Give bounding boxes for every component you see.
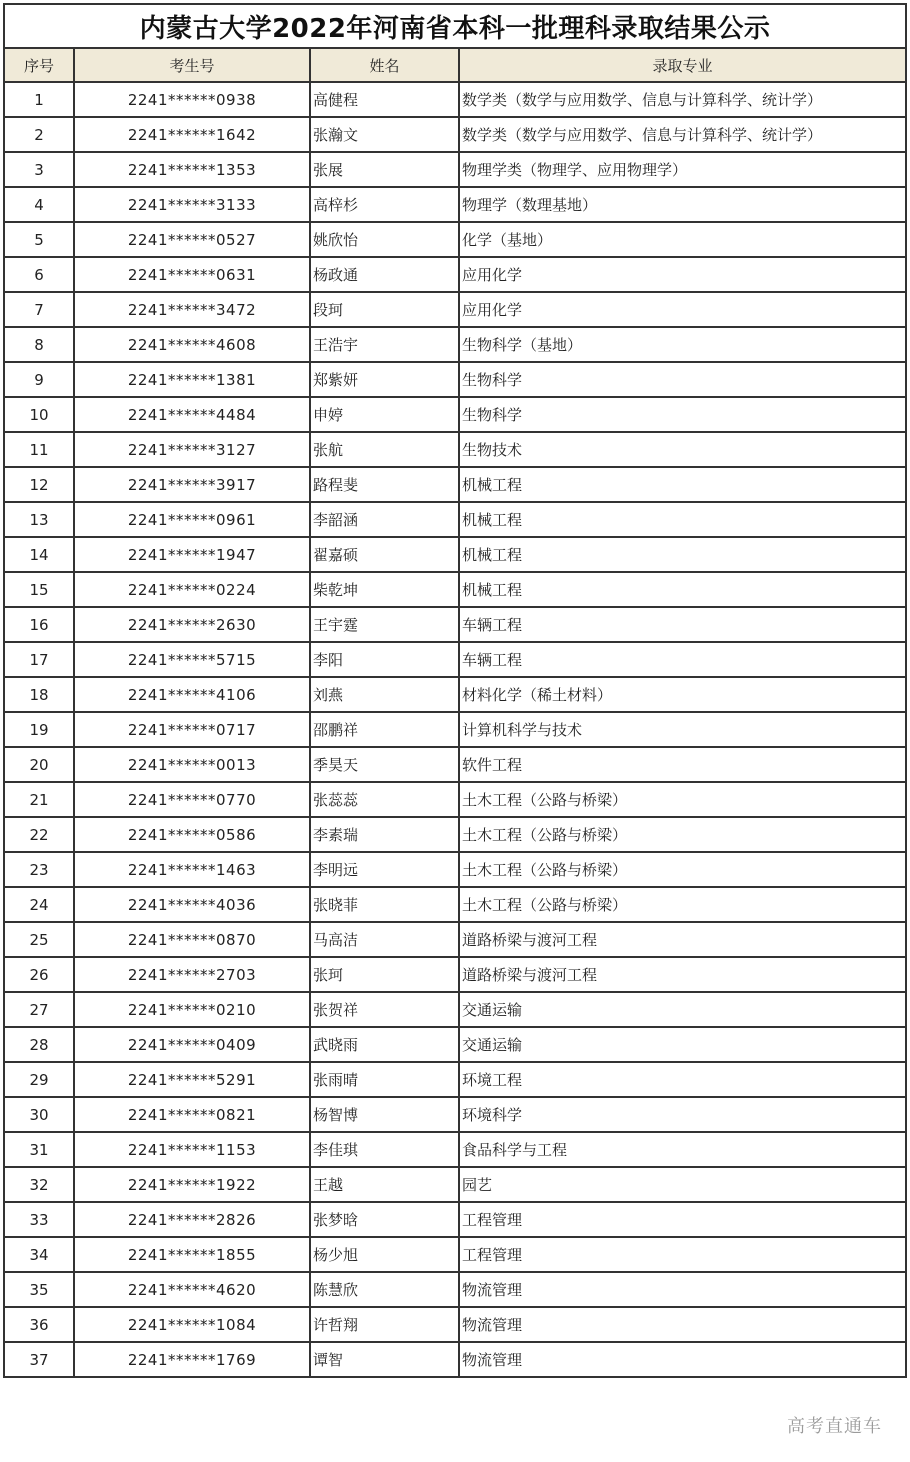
cell-exam-id: 2241******4036 xyxy=(74,887,310,922)
cell-no: 34 xyxy=(4,1237,74,1272)
cell-exam-id: 2241******1947 xyxy=(74,537,310,572)
cell-name: 翟嘉硕 xyxy=(310,537,459,572)
cell-name: 张蕊蕊 xyxy=(310,782,459,817)
cell-major: 交通运输 xyxy=(459,1027,906,1062)
cell-exam-id: 2241******1642 xyxy=(74,117,310,152)
admission-table xyxy=(3,3,907,1378)
cell-no: 21 xyxy=(4,782,74,817)
cell-name: 张珂 xyxy=(310,957,459,992)
table-row xyxy=(4,1272,906,1307)
cell-major: 交通运输 xyxy=(459,992,906,1027)
table-row xyxy=(4,1027,906,1062)
table-row xyxy=(4,957,906,992)
cell-no: 4 xyxy=(4,187,74,222)
table-row xyxy=(4,537,906,572)
cell-name: 张晓菲 xyxy=(310,887,459,922)
cell-name: 王越 xyxy=(310,1167,459,1202)
cell-no: 24 xyxy=(4,887,74,922)
cell-major: 土木工程（公路与桥梁） xyxy=(459,782,906,817)
cell-major: 数学类（数学与应用数学、信息与计算科学、统计学） xyxy=(459,117,906,152)
cell-name: 路程斐 xyxy=(310,467,459,502)
cell-name: 张航 xyxy=(310,432,459,467)
column-header-no: 序号 xyxy=(4,48,74,82)
cell-name: 王宇霆 xyxy=(310,607,459,642)
table-row xyxy=(4,222,906,257)
cell-no: 11 xyxy=(4,432,74,467)
table-row xyxy=(4,887,906,922)
cell-major: 软件工程 xyxy=(459,747,906,782)
table-row xyxy=(4,467,906,502)
cell-major: 生物科学 xyxy=(459,362,906,397)
table-row xyxy=(4,1307,906,1342)
cell-exam-id: 2241******5291 xyxy=(74,1062,310,1097)
cell-no: 18 xyxy=(4,677,74,712)
column-header-exam-id: 考生号 xyxy=(74,48,310,82)
cell-exam-id: 2241******4608 xyxy=(74,327,310,362)
cell-exam-id: 2241******0586 xyxy=(74,817,310,852)
cell-exam-id: 2241******0870 xyxy=(74,922,310,957)
cell-major: 土木工程（公路与桥梁） xyxy=(459,887,906,922)
table-row xyxy=(4,1237,906,1272)
cell-no: 19 xyxy=(4,712,74,747)
table-row xyxy=(4,292,906,327)
cell-major: 应用化学 xyxy=(459,257,906,292)
cell-major: 土木工程（公路与桥梁） xyxy=(459,817,906,852)
cell-major: 生物技术 xyxy=(459,432,906,467)
cell-exam-id: 2241******1922 xyxy=(74,1167,310,1202)
cell-no: 16 xyxy=(4,607,74,642)
cell-exam-id: 2241******1855 xyxy=(74,1237,310,1272)
cell-no: 12 xyxy=(4,467,74,502)
table-row xyxy=(4,922,906,957)
cell-exam-id: 2241******1463 xyxy=(74,852,310,887)
cell-exam-id: 2241******4484 xyxy=(74,397,310,432)
cell-exam-id: 2241******0821 xyxy=(74,1097,310,1132)
page-title: 内蒙古大学2022年河南省本科一批理科录取结果公示 xyxy=(4,4,906,48)
cell-major: 化学（基地） xyxy=(459,222,906,257)
cell-major: 机械工程 xyxy=(459,502,906,537)
cell-major: 应用化学 xyxy=(459,292,906,327)
table-row xyxy=(4,1342,906,1377)
cell-exam-id: 2241******1153 xyxy=(74,1132,310,1167)
cell-major: 材料化学（稀土材料） xyxy=(459,677,906,712)
cell-major: 物流管理 xyxy=(459,1307,906,1342)
column-header-major: 录取专业 xyxy=(459,48,906,82)
cell-no: 15 xyxy=(4,572,74,607)
table-row xyxy=(4,257,906,292)
cell-exam-id: 2241******3917 xyxy=(74,467,310,502)
cell-major: 环境科学 xyxy=(459,1097,906,1132)
cell-major: 机械工程 xyxy=(459,537,906,572)
table-row xyxy=(4,1167,906,1202)
table-row xyxy=(4,1062,906,1097)
cell-name: 杨少旭 xyxy=(310,1237,459,1272)
watermark-text: 高考直通车 xyxy=(787,1416,882,1437)
cell-no: 32 xyxy=(4,1167,74,1202)
cell-major: 生物科学（基地） xyxy=(459,327,906,362)
cell-no: 30 xyxy=(4,1097,74,1132)
cell-major: 生物科学 xyxy=(459,397,906,432)
cell-exam-id: 2241******0938 xyxy=(74,82,310,117)
cell-major: 机械工程 xyxy=(459,467,906,502)
cell-no: 36 xyxy=(4,1307,74,1342)
cell-major: 机械工程 xyxy=(459,572,906,607)
cell-no: 31 xyxy=(4,1132,74,1167)
table-row xyxy=(4,782,906,817)
table-row xyxy=(4,712,906,747)
cell-exam-id: 2241******5715 xyxy=(74,642,310,677)
cell-exam-id: 2241******4620 xyxy=(74,1272,310,1307)
cell-no: 28 xyxy=(4,1027,74,1062)
cell-exam-id: 2241******0717 xyxy=(74,712,310,747)
cell-no: 10 xyxy=(4,397,74,432)
cell-exam-id: 2241******3127 xyxy=(74,432,310,467)
cell-no: 14 xyxy=(4,537,74,572)
cell-major: 道路桥梁与渡河工程 xyxy=(459,957,906,992)
cell-major: 环境工程 xyxy=(459,1062,906,1097)
cell-major: 车辆工程 xyxy=(459,642,906,677)
cell-exam-id: 2241******3133 xyxy=(74,187,310,222)
cell-exam-id: 2241******0961 xyxy=(74,502,310,537)
cell-no: 23 xyxy=(4,852,74,887)
cell-exam-id: 2241******1353 xyxy=(74,152,310,187)
table-row xyxy=(4,362,906,397)
cell-exam-id: 2241******3472 xyxy=(74,292,310,327)
cell-name: 王浩宇 xyxy=(310,327,459,362)
cell-name: 李韶涵 xyxy=(310,502,459,537)
cell-name: 杨政通 xyxy=(310,257,459,292)
cell-name: 姚欣怡 xyxy=(310,222,459,257)
cell-major: 计算机科学与技术 xyxy=(459,712,906,747)
cell-no: 2 xyxy=(4,117,74,152)
cell-no: 9 xyxy=(4,362,74,397)
table-row xyxy=(4,432,906,467)
cell-exam-id: 2241******0409 xyxy=(74,1027,310,1062)
cell-name: 许哲翔 xyxy=(310,1307,459,1342)
table-row xyxy=(4,852,906,887)
cell-no: 1 xyxy=(4,82,74,117)
cell-no: 29 xyxy=(4,1062,74,1097)
cell-major: 食品科学与工程 xyxy=(459,1132,906,1167)
table-row xyxy=(4,817,906,852)
cell-no: 27 xyxy=(4,992,74,1027)
cell-no: 20 xyxy=(4,747,74,782)
cell-exam-id: 2241******2703 xyxy=(74,957,310,992)
cell-major: 道路桥梁与渡河工程 xyxy=(459,922,906,957)
cell-exam-id: 2241******1381 xyxy=(74,362,310,397)
cell-exam-id: 2241******0013 xyxy=(74,747,310,782)
cell-no: 8 xyxy=(4,327,74,362)
cell-name: 谭智 xyxy=(310,1342,459,1377)
cell-no: 6 xyxy=(4,257,74,292)
cell-exam-id: 2241******1769 xyxy=(74,1342,310,1377)
cell-major: 物流管理 xyxy=(459,1342,906,1377)
table-row xyxy=(4,677,906,712)
cell-major: 园艺 xyxy=(459,1167,906,1202)
cell-exam-id: 2241******0770 xyxy=(74,782,310,817)
table-row xyxy=(4,642,906,677)
table-row xyxy=(4,152,906,187)
cell-no: 37 xyxy=(4,1342,74,1377)
table-row xyxy=(4,607,906,642)
cell-major: 数学类（数学与应用数学、信息与计算科学、统计学） xyxy=(459,82,906,117)
cell-name: 高梓杉 xyxy=(310,187,459,222)
cell-major: 工程管理 xyxy=(459,1237,906,1272)
cell-no: 22 xyxy=(4,817,74,852)
cell-major: 工程管理 xyxy=(459,1202,906,1237)
cell-name: 郑紫妍 xyxy=(310,362,459,397)
cell-exam-id: 2241******2630 xyxy=(74,607,310,642)
cell-major: 物理学（数理基地） xyxy=(459,187,906,222)
cell-name: 高健程 xyxy=(310,82,459,117)
cell-name: 张贺祥 xyxy=(310,992,459,1027)
table-row xyxy=(4,1097,906,1132)
table-row xyxy=(4,1202,906,1237)
cell-no: 5 xyxy=(4,222,74,257)
cell-exam-id: 2241******0224 xyxy=(74,572,310,607)
cell-name: 李明远 xyxy=(310,852,459,887)
cell-name: 张展 xyxy=(310,152,459,187)
table-row xyxy=(4,82,906,117)
cell-major: 物理学类（物理学、应用物理学） xyxy=(459,152,906,187)
cell-no: 13 xyxy=(4,502,74,537)
cell-name: 张雨晴 xyxy=(310,1062,459,1097)
cell-name: 武晓雨 xyxy=(310,1027,459,1062)
cell-name: 柴乾坤 xyxy=(310,572,459,607)
cell-name: 李阳 xyxy=(310,642,459,677)
cell-name: 刘燕 xyxy=(310,677,459,712)
cell-name: 张梦晗 xyxy=(310,1202,459,1237)
cell-exam-id: 2241******0527 xyxy=(74,222,310,257)
table-row xyxy=(4,572,906,607)
cell-no: 26 xyxy=(4,957,74,992)
table-row xyxy=(4,747,906,782)
cell-exam-id: 2241******1084 xyxy=(74,1307,310,1342)
cell-name: 李素瑞 xyxy=(310,817,459,852)
cell-name: 季昊天 xyxy=(310,747,459,782)
cell-name: 李佳琪 xyxy=(310,1132,459,1167)
cell-no: 33 xyxy=(4,1202,74,1237)
table-row xyxy=(4,187,906,222)
column-header-name: 姓名 xyxy=(310,48,459,82)
cell-major: 物流管理 xyxy=(459,1272,906,1307)
cell-no: 35 xyxy=(4,1272,74,1307)
cell-no: 17 xyxy=(4,642,74,677)
cell-no: 25 xyxy=(4,922,74,957)
table-row xyxy=(4,327,906,362)
cell-exam-id: 2241******0631 xyxy=(74,257,310,292)
cell-name: 申婷 xyxy=(310,397,459,432)
cell-exam-id: 2241******2826 xyxy=(74,1202,310,1237)
table-row xyxy=(4,397,906,432)
cell-exam-id: 2241******0210 xyxy=(74,992,310,1027)
cell-name: 马高洁 xyxy=(310,922,459,957)
table-row xyxy=(4,502,906,537)
cell-name: 邵鹏祥 xyxy=(310,712,459,747)
cell-no: 7 xyxy=(4,292,74,327)
cell-name: 张瀚文 xyxy=(310,117,459,152)
cell-name: 段珂 xyxy=(310,292,459,327)
cell-major: 土木工程（公路与桥梁） xyxy=(459,852,906,887)
cell-major: 车辆工程 xyxy=(459,607,906,642)
admission-results-sheet xyxy=(3,3,905,1378)
cell-name: 陈慧欣 xyxy=(310,1272,459,1307)
table-row xyxy=(4,117,906,152)
cell-name: 杨智博 xyxy=(310,1097,459,1132)
cell-exam-id: 2241******4106 xyxy=(74,677,310,712)
table-header-row xyxy=(4,48,906,82)
table-row xyxy=(4,992,906,1027)
table-body xyxy=(4,82,906,1377)
table-row xyxy=(4,1132,906,1167)
cell-no: 3 xyxy=(4,152,74,187)
